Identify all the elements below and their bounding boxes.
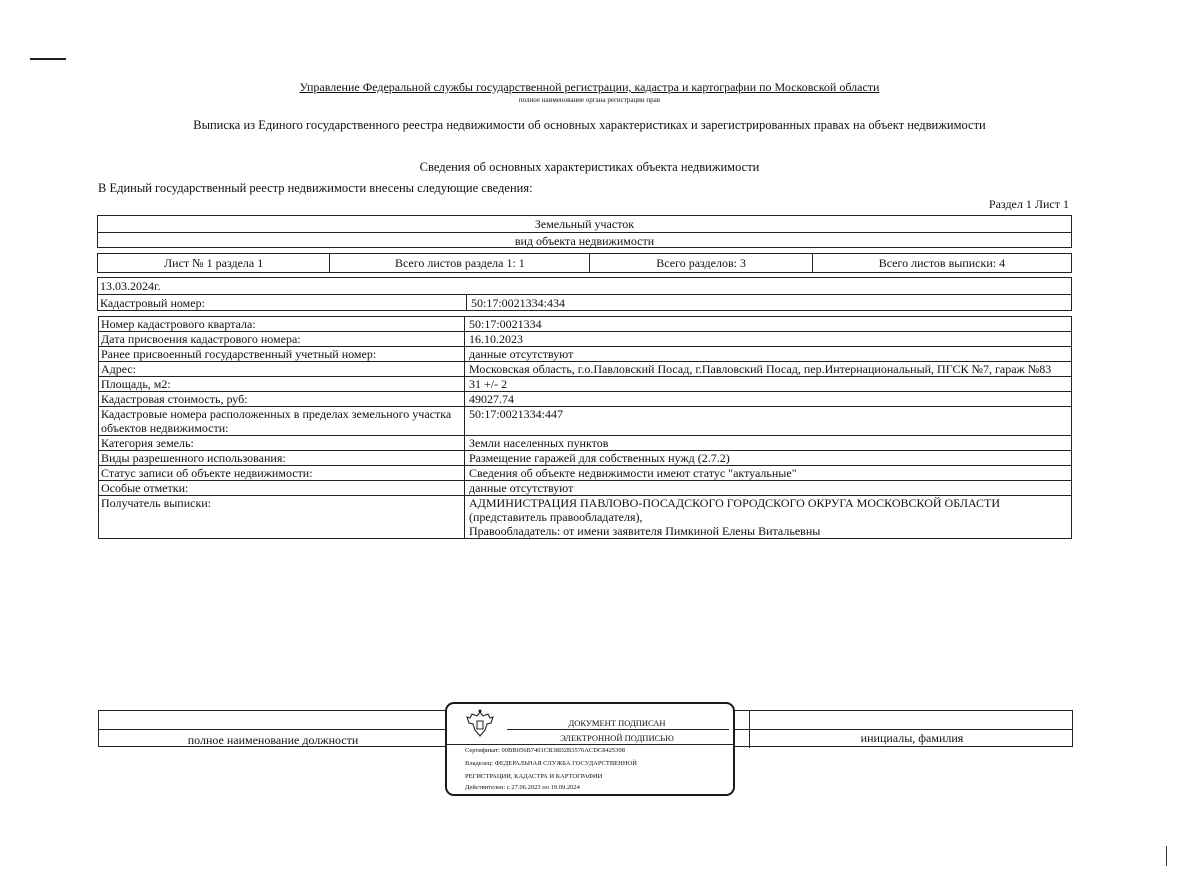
table-row [99, 392, 1072, 407]
stamp-title: ДОКУМЕНТ ПОДПИСАН [568, 718, 666, 728]
row-label: Номер кадастрового квартала: [99, 317, 465, 332]
row-value: 50:17:0021334:447 [465, 407, 1072, 436]
name-caption: инициалы, фамилия [860, 731, 964, 745]
stamp-subtitle: ЭЛЕКТРОННОЙ ПОДПИСЬЮ [560, 733, 674, 743]
row-value: 50:17:0021334 [465, 317, 1072, 332]
document-title: Выписка из Единого государственного реестра недвижимости об основных характеристиках и зарегистрированных правах на объект недвижимости [193, 118, 986, 132]
scan-corner-mark [30, 58, 66, 60]
row-label: Дата присвоения кадастрового номера: [99, 332, 465, 347]
table-row [99, 436, 1072, 451]
row-label: Кадастровая стоимость, руб: [99, 392, 465, 407]
row-label: Ранее присвоенный государственный учетный номер: [99, 347, 465, 362]
row-label: Статус записи об объекте недвижимости: [99, 466, 465, 481]
recipient-row [99, 496, 1072, 539]
recipient-line: (представитель правообладателя), [469, 510, 643, 524]
stamp-divider [447, 744, 733, 745]
intro-text: В Единый государственный реестр недвижимости внесены следующие сведения: [98, 181, 533, 195]
sheet-info-row [97, 253, 1072, 273]
recipient-line: Правообладатель: от имени заявителя Пимкиной Елены Витальевны [469, 524, 821, 538]
object-type-header [97, 215, 1072, 248]
table-row [99, 466, 1072, 481]
position-cell [99, 711, 448, 748]
row-value: данные отсутствуют [465, 481, 1072, 496]
cadastral-number-row [98, 295, 1071, 311]
table-row [99, 481, 1072, 496]
table-row [99, 362, 1072, 377]
date-block [97, 277, 1072, 311]
electronic-signature-stamp [445, 702, 735, 796]
sheet-number: Лист № 1 раздела 1 [98, 254, 330, 272]
row-label: Категория земель: [99, 436, 465, 451]
row-label: Особые отметки: [99, 481, 465, 496]
registration-authority-name: Управление Федеральной службы государственной регистрации, кадастра и картографии по Московской области [299, 80, 880, 94]
cadastral-number-label: Кадастровый номер: [98, 295, 467, 311]
row-value: 16.10.2023 [465, 332, 1072, 347]
table-row [99, 332, 1072, 347]
object-type-caption: вид объекта недвижимости [98, 232, 1071, 249]
registration-authority-caption: полное наименование органа регистрации прав [518, 96, 661, 104]
name-cell [749, 711, 1074, 748]
row-label: Адрес: [99, 362, 465, 377]
section-title: Сведения об основных характеристиках объекта недвижимости [419, 160, 760, 174]
eagle-emblem-icon [463, 708, 497, 742]
object-type: Земельный участок [534, 217, 635, 231]
stamp-owner: Владелец: ФЕДЕРАЛЬНАЯ СЛУЖБА ГОСУДАРСТВЕННОЙ [465, 760, 637, 767]
row-value: данные отсутствуют [465, 347, 1072, 362]
stamp-validity: Действителен: с 27.06.2023 по 19.09.2024 [465, 784, 580, 791]
stamp-certificate: Сертификат: 00BB056B7401CB38D2B3576ACDC8425308 [465, 747, 626, 754]
row-value: Московская область, г.о.Павловский Посад, г.Павловский Посад, пер.Интернациональный, ПГСК №7, гараж №83 [465, 362, 1072, 377]
section-sheet-count: Всего листов раздела 1: 1 [330, 254, 590, 272]
stamp-owner-cont: РЕГИСТРАЦИИ, КАДАСТРА И КАРТОГРАФИИ [465, 773, 603, 780]
row-value: 31 +/- 2 [465, 377, 1072, 392]
section-reference: Раздел 1 Лист 1 [988, 197, 1069, 211]
property-details-table [98, 316, 1072, 539]
row-value: 49027.74 [465, 392, 1072, 407]
recipient-label: Получатель выписки: [99, 496, 465, 539]
cadastral-number-value: 50:17:0021334:434 [471, 296, 566, 310]
row-value: Размещение гаражей для собственных нужд (2.7.2) [465, 451, 1072, 466]
recipient-line: АДМИНИСТРАЦИЯ ПАВЛОВО-ПОСАДСКОГО ГОРОДСКОГО ОКРУГА МОСКОВСКОЙ ОБЛАСТИ [469, 496, 1001, 510]
scan-edge-mark [1166, 846, 1167, 866]
recipient-value [465, 496, 1072, 539]
row-label: Кадастровые номера расположенных в пределах земельного участка объектов недвижимости: [99, 407, 465, 436]
extract-date: 13.03.2024г. [98, 278, 1071, 295]
table-row [99, 347, 1072, 362]
table-row [99, 407, 1072, 436]
row-value: Сведения об объекте недвижимости имеют статус "актуальные" [465, 466, 1072, 481]
row-label: Площадь, м2: [99, 377, 465, 392]
row-label: Виды разрешенного использования: [99, 451, 465, 466]
extract-sheet-count: Всего листов выписки: 4 [878, 256, 1006, 270]
table-row [99, 377, 1072, 392]
position-caption: полное наименование должности [187, 733, 359, 747]
table-row [99, 317, 1072, 332]
row-value: Земли населенных пунктов [465, 436, 1072, 451]
stamp-divider [507, 729, 729, 730]
section-count: Всего разделов: 3 [590, 254, 812, 272]
table-row [99, 451, 1072, 466]
